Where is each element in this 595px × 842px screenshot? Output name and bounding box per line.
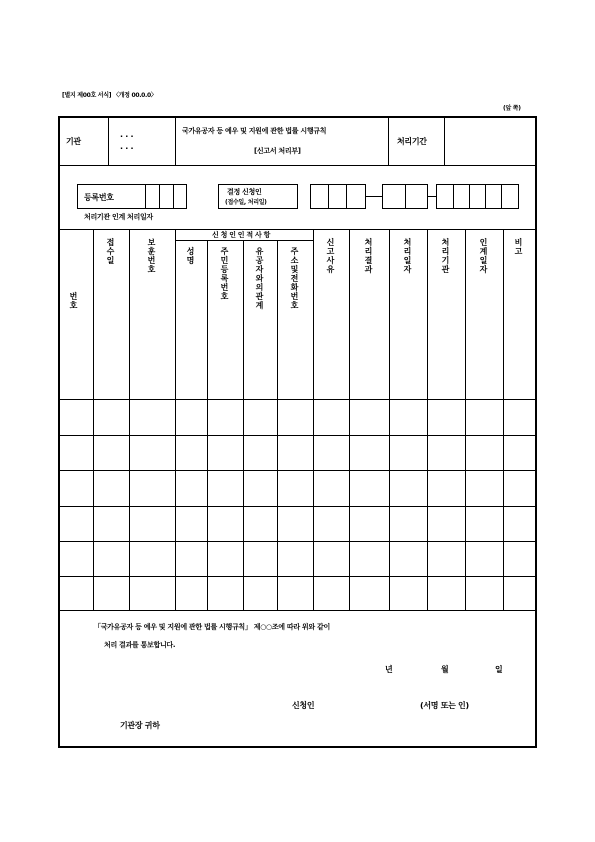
recipient-label: 기관장 귀하	[120, 721, 160, 730]
title-right-label: 처리기간	[397, 137, 427, 146]
signature-label: (서명 또는 인)	[420, 701, 469, 710]
footer-statement-line-1: 「국가유공자 등 예우 및 지원에 관한 법률 시행규칙」 제○○조에 따라 위와 같이	[94, 623, 330, 631]
date-year-label: 년	[385, 665, 393, 674]
id-number-boxes-3[interactable]	[436, 184, 519, 209]
title-row-bottom	[58, 165, 537, 166]
title-dots: · · ·	[120, 132, 134, 141]
title-left-label: 기관	[66, 137, 81, 146]
title-dots-2: · · ·	[120, 144, 134, 153]
table-row	[58, 399, 537, 400]
signer-label: 신청인	[292, 701, 315, 710]
col-header-1: 접수일	[106, 238, 115, 265]
title-line-1: 국가유공자 등 예우 및 지원에 관한 법률 시행규칙	[182, 127, 327, 135]
registration-label-box: 등록번호	[77, 184, 146, 209]
table-row	[58, 506, 537, 507]
id-number-boxes-1[interactable]	[310, 184, 366, 209]
col-header-9: 처리일자	[403, 238, 412, 274]
info-sub-note: 처리기관 인계 처리일자	[84, 213, 153, 221]
col-header-2: 보훈번호	[147, 238, 156, 274]
col-header-10: 처리기관	[441, 238, 450, 274]
id-number-boxes-2[interactable]	[382, 184, 428, 209]
table-row	[58, 576, 537, 577]
col-header-3: 성명	[186, 247, 195, 265]
col-header-5: 유공자와의관계	[255, 247, 264, 310]
applicant-label-box: 결정 신청인 (접수일, 처리일)	[218, 184, 298, 209]
col-header-6: 주소및전화번호	[290, 247, 299, 310]
date-day-label: 일	[495, 665, 503, 674]
col-header-no: 번호	[69, 292, 78, 310]
page-mark: (앞 쪽)	[503, 105, 521, 112]
footer-statement-line-2: 처리 결과를 통보합니다.	[104, 641, 176, 649]
table-row	[58, 541, 537, 542]
group-header: 신 청 인 인 적 사 항	[212, 231, 271, 239]
col-header-8: 처리결과	[364, 238, 373, 274]
col-header-11: 인계일자	[479, 238, 488, 274]
form-number: [별지 제00호 서식] 〈개정 00.0.0〉	[62, 92, 157, 99]
col-header-7: 신고사유	[326, 238, 335, 274]
table-row	[58, 435, 537, 436]
date-month-label: 월	[441, 665, 449, 674]
table-row	[58, 470, 537, 471]
table-bottom	[58, 610, 537, 611]
col-header-4: 주민등록번호	[220, 247, 229, 301]
registration-number-boxes[interactable]	[145, 184, 187, 209]
title-line-2: [신고서 처리부]	[254, 147, 301, 155]
col-header-12: 비고	[514, 238, 523, 256]
